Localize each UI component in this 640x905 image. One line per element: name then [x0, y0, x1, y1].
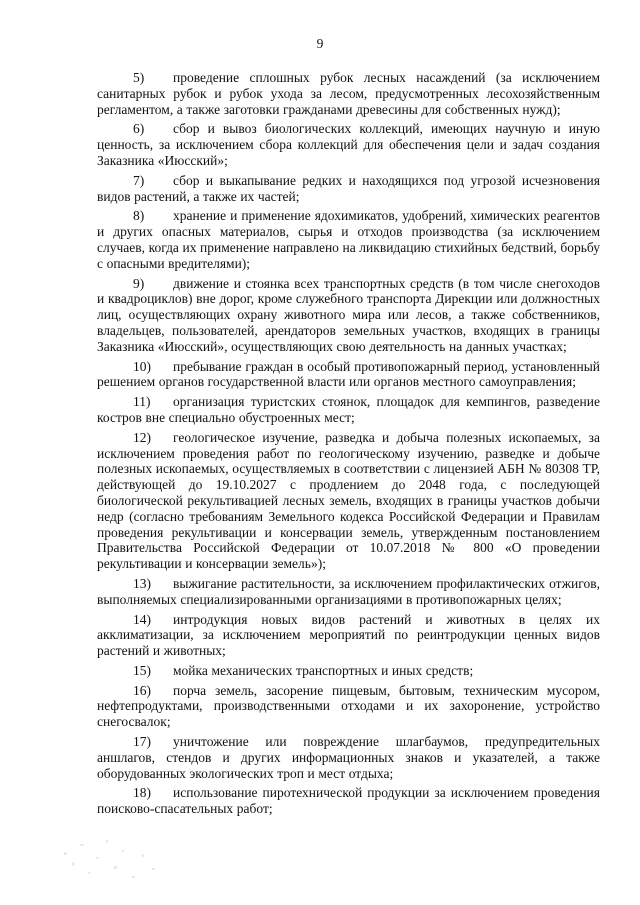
item-text: сбор и вывоз биологических коллекций, имеющих научную и иную ценность, за исключением сбора коллекций для обеспечения цели и задач создания Заказника «Июсский»;	[97, 121, 600, 168]
item-number: 5)	[133, 70, 145, 85]
item-text: сбор и выкапывание редких и находящихся под угрозой исчезновения видов растений, а также их частей;	[97, 172, 600, 204]
scan-noise-decoration	[62, 832, 162, 892]
list-item	[97, 394, 600, 426]
item-text: интродукция новых видов растений и животных в целях их акклиматизации, за исключением мероприятий по реинтродукции ценных видов растений и животных;	[97, 611, 600, 659]
list-item	[97, 683, 600, 730]
list-item	[97, 276, 600, 355]
item-number: 12)	[133, 429, 151, 445]
list-item	[97, 359, 600, 391]
item-text: движение и стоянка всех транспортных средств (в том числе снегоходов и квадроциклов) вне дорог, кроме служебного транспорта Дирекции или должностных лиц, осуществляющих охрану животного мира или лесов, а также собственников, владельцев, пользователей, арендаторов земельных участков, входящих в границы Заказника «Июсский», осуществляющих свою деятельность на данных участках;	[97, 275, 600, 354]
item-text: порча земель, засорение пищевым, бытовым, техническим мусором, нефтепродуктами, производственными отходами и их захоронение, устройство снегосвалок;	[97, 682, 600, 730]
list-item	[97, 208, 600, 271]
list-item	[97, 576, 600, 608]
item-text: использование пиротехнической продукции за исключением проведения поисково-спасательных работ;	[97, 785, 600, 817]
item-text: хранение и применение ядохимикатов, удобрений, химических реагентов и других опасных материалов, сырья и отходов производства (за исключением случаев, когда их применение направлено на ликвидацию стихийных бедствий, борьбу с опасными вредителями);	[97, 208, 600, 271]
item-number: 8)	[133, 208, 145, 224]
item-text: выжигание растительности, за исключением профилактических отжигов, выполняемых специализированными организациями в противопожарных целях;	[97, 575, 600, 607]
item-text: проведение сплошных рубок лесных насаждений (за исключением санитарных рубок и рубок ухода за лесом, предусмотренных лесохозяйственным регламентом, а также заготовки гражданами древесины для собственных нужд);	[97, 70, 600, 117]
list-item	[97, 430, 600, 572]
page-number: 9	[316, 36, 324, 51]
item-text: организация туристских стоянок, площадок для кемпингов, разведение костров вне специально обустроенных мест;	[97, 394, 600, 425]
document-body	[97, 70, 600, 821]
list-item	[97, 70, 600, 117]
item-number: 9)	[133, 275, 145, 291]
item-number: 17)	[133, 734, 151, 750]
list-item	[97, 173, 600, 205]
item-text: пребывание граждан в особый противопожарный период, установленный решением органов государственной власти или органов местного самоуправления;	[97, 358, 600, 390]
item-number: 14)	[133, 611, 151, 627]
list-item	[97, 785, 600, 817]
item-number: 6)	[133, 121, 145, 137]
item-number: 7)	[133, 172, 145, 188]
item-number: 11)	[133, 394, 151, 410]
item-number: 18)	[133, 785, 151, 801]
list-item	[97, 612, 600, 659]
item-text: мойка механических транспортных и иных средств;	[173, 662, 474, 678]
list-item	[97, 121, 600, 168]
item-text: уничтожение или повреждение шлагбаумов, предупредительных аншлагов, стендов и других информационных знаков и указателей, а также оборудованных экологических троп и мест отдыха;	[97, 734, 600, 781]
item-number: 13)	[133, 575, 151, 591]
item-number: 16)	[133, 682, 151, 698]
item-number: 10)	[133, 358, 151, 374]
list-item	[97, 734, 600, 781]
list-item	[97, 663, 600, 679]
item-text: геологическое изучение, разведка и добыча полезных ископаемых, за исключением проведения работ по геологическому изучению, разведке и добыче полезных ископаемых, осуществляемых в соответствии с лицензией АБН № 80308 ТР, действующей до 19.10.2027 с продлением до 2048 года, с последующей биологической рекультивацией лесных земель, входящих в границы участков добычи недр (согласно требованиям Земельного кодекса Российской Федерации и Правилам проведения рекультивации и консервации земель, утвержденным постановлением Правительства Российской Федерации от 10.07.2018 № 800 «О проведении рекультивации и консервации земель»);	[97, 429, 600, 572]
item-number: 15)	[133, 662, 151, 678]
